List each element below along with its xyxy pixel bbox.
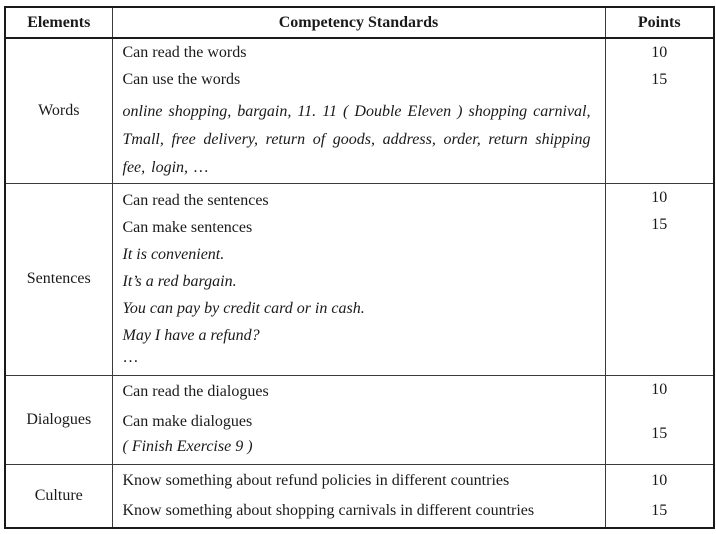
points-words [605,38,714,183]
points-value: 15 [651,71,668,88]
header-row [5,7,714,38]
element-dialogues: Dialogues [5,375,112,464]
table-row-words [5,38,714,183]
points-value: 10 [651,380,668,398]
header-points: Points [605,7,714,38]
standard-line: Can read the words [122,44,247,62]
standards-dialogues [112,375,605,464]
ellipsis: … [122,349,139,366]
competency-table [4,6,715,529]
points-value: 10 [651,188,668,206]
points-value: 10 [651,471,668,489]
points-value: 10 [651,44,668,61]
standard-line: Know something about shopping carnivals in different countries [122,501,535,519]
element-words: Words [5,38,112,183]
exercise-note: ( Finish Exercise 9 ) [122,437,253,455]
standard-line: Know something about refund policies in different countries [122,471,510,489]
points-value: 15 [651,215,668,233]
header-competency-standards: Competency Standards [112,7,605,38]
element-culture: Culture [5,464,112,528]
standards-words [112,38,605,183]
standards-sentences [112,183,605,375]
standards-culture [112,464,605,528]
table-row-culture [5,464,714,528]
points-dialogues [605,375,714,464]
points-sentences [605,183,714,375]
standard-line: Can read the sentences [122,192,269,209]
standard-line: Can use the words [122,71,241,89]
example-sentence: May I have a refund? [122,327,260,344]
points-value: 15 [651,501,668,519]
standard-line: Can read the dialogues [122,382,269,400]
example-sentence: You can pay by credit card or in cash. [122,300,365,317]
table-row-sentences [5,183,714,375]
element-sentences: Sentences [5,183,112,375]
vocabulary-list: online shopping, bargain, 11. 11 ( Double Eleven ) shopping carnival, Tmall, free delivery, return of goods, address, order, return shipping fee, login, … [122,103,591,177]
example-sentence: It’s a red bargain. [122,273,237,290]
table-row-dialogues [5,375,714,464]
standard-line: Can make dialogues [122,412,253,430]
points-value: 15 [651,424,668,442]
example-sentence: It is convenient. [122,246,225,263]
standard-line: Can make sentences [122,219,253,236]
points-culture [605,464,714,528]
header-elements: Elements [5,7,112,38]
